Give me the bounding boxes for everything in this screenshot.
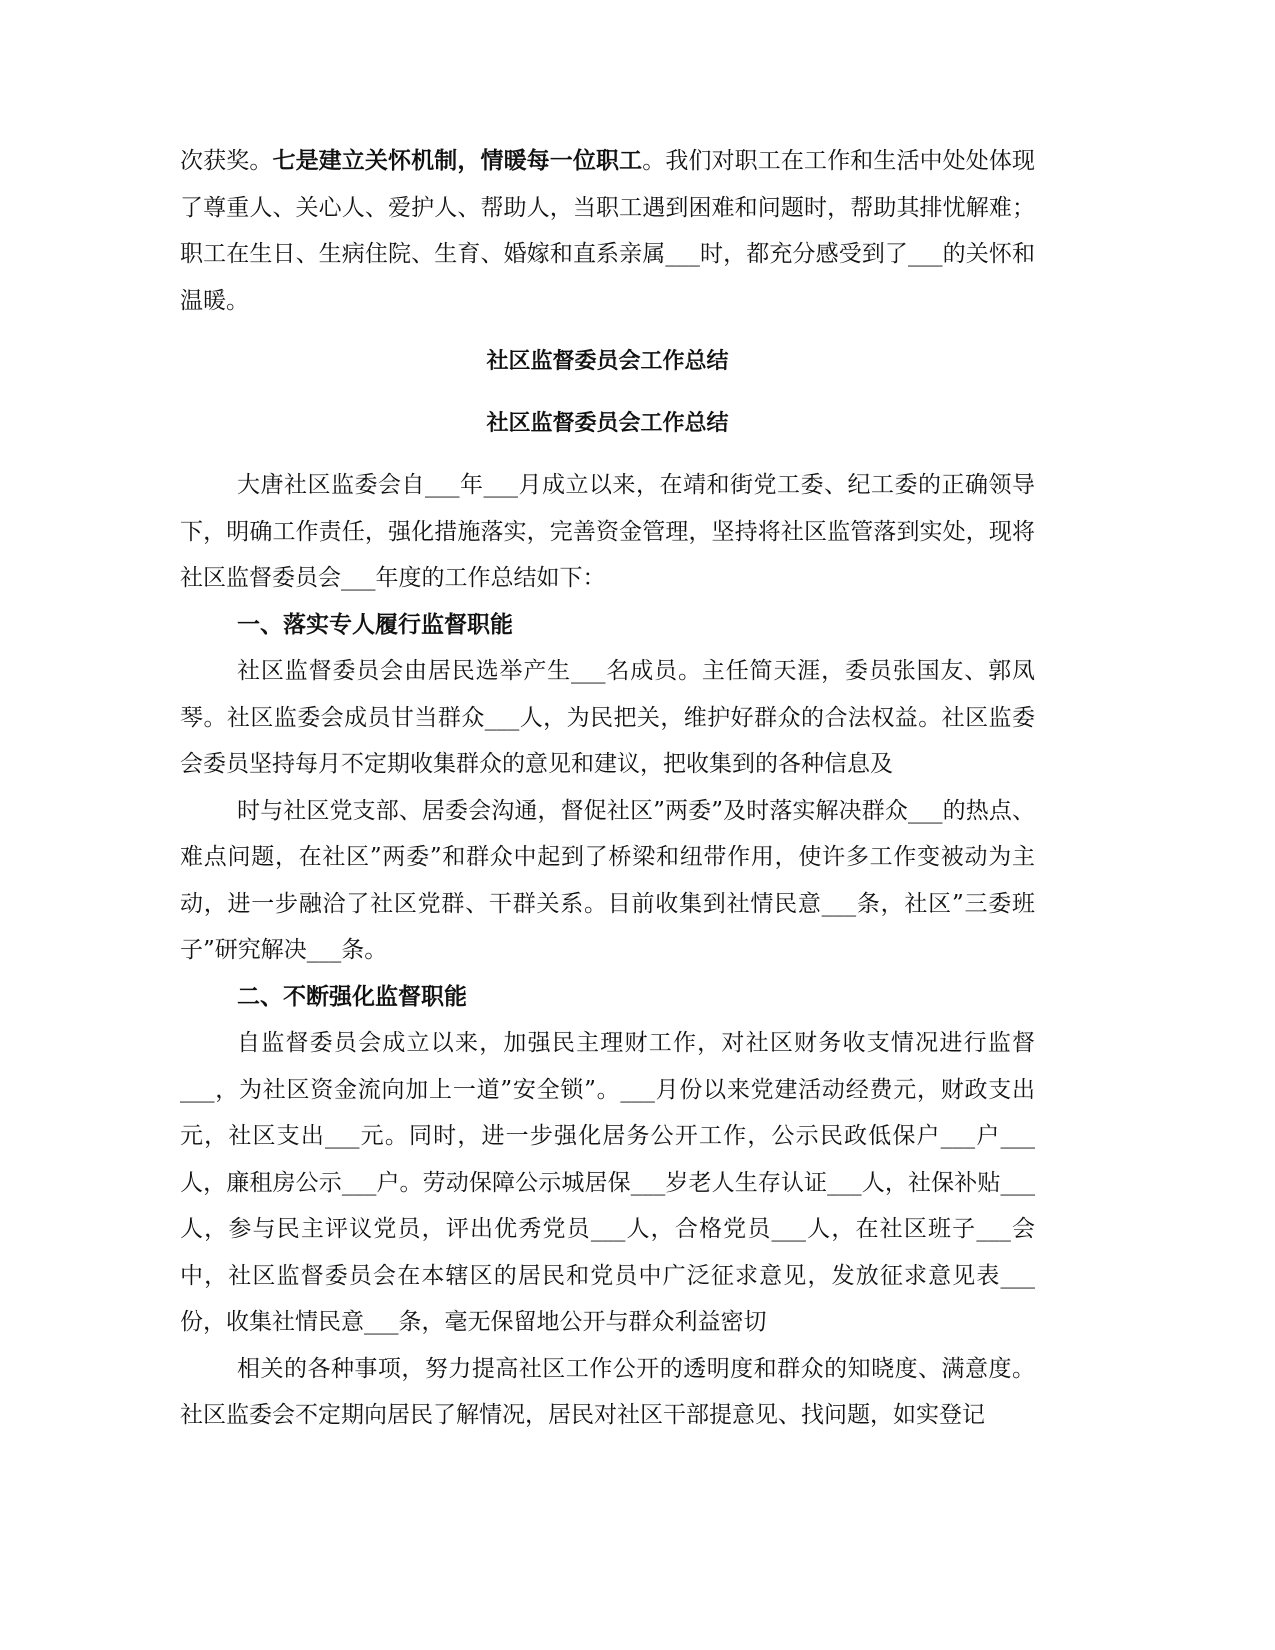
section-2-paragraph-2: 相关的各种事项，努力提高社区工作公开的透明度和群众的知晓度、满意度。社区监委会不定期向居民了解情况，居民对社区干部提意见、找问题，如实登记 (180, 1355, 1035, 1428)
intro-lead: 次获奖。 (180, 148, 273, 174)
document-title: 社区监督委员会工作总结 (486, 348, 729, 374)
section-2-heading: 二、不断强化监督职能 (237, 982, 467, 1010)
intro-bold-phrase: 七是建立关怀机制，情暖每一位职工 (272, 147, 643, 174)
section-2-paragraph-1: 自监督委员会成立以来，加强民主理财工作，对社区财务收支情况进行监督___，为社区资金流向加上一道”安全锁”。___月份以来党建活动经费元，财政支出元，社区支出___元。同时，进一步强化居务公开工作，公示民政低保户___户___人，廉租房公示___户。劳动保障公示城居保___岁老人生存认证___人，社保补贴___人，参与民主评议党员，评出优秀党员___人，合格党员___人，在社区班子___会中，社区监督委员会在本辖区的居民和党员中广泛征求意见，发放征求意见表___份，收集社情民意___条，毫无保留地公开与群众利益密切 (180, 1030, 1035, 1335)
document-subtitle: 社区监督委员会工作总结 (486, 409, 729, 436)
section-1-paragraph-1: 社区监督委员会由居民选举产生___名成员。主任简天涯，委员张国友、郭凤琴。社区监委会成员甘当群众___人，为民把关，维护好群众的合法权益。社区监委会委员坚持每月不定期收集群众的意见和建议，把收集到的各种信息及 (180, 658, 1035, 777)
section-1-heading: 一、落实专人履行监督职能 (237, 610, 513, 638)
document-content (180, 138, 1035, 1439)
intro-paragraph (180, 138, 1035, 324)
intro-rest: 。我们对职工在工作和生活中处处体现了尊重人、关心人、爱护人、帮助人，当职工遇到困难和问题时，帮助其排忧解难；职工在生日、生病住院、生育、婚嫁和直系亲属___时，都充分感受到了___的关怀和温暖。 (180, 148, 1036, 314)
section-1-paragraph-2: 时与社区党支部、居委会沟通，督促社区”两委”及时落实解决群众___的热点、难点问题，在社区”两委”和群众中起到了桥梁和纽带作用，使许多工作变被动为主动，进一步融洽了社区党群、干群关系。目前收集到社情民意___条，社区”三委班子”研究解决___条。 (180, 797, 1035, 963)
opening-paragraph: 大唐社区监委会自___年___月成立以来，在靖和街党工委、纪工委的正确领导下，明确工作责任，强化措施落实，完善资金管理，坚持将社区监管落到实处，现将社区监督委员会___年度的工作总结如下： (180, 472, 1035, 591)
